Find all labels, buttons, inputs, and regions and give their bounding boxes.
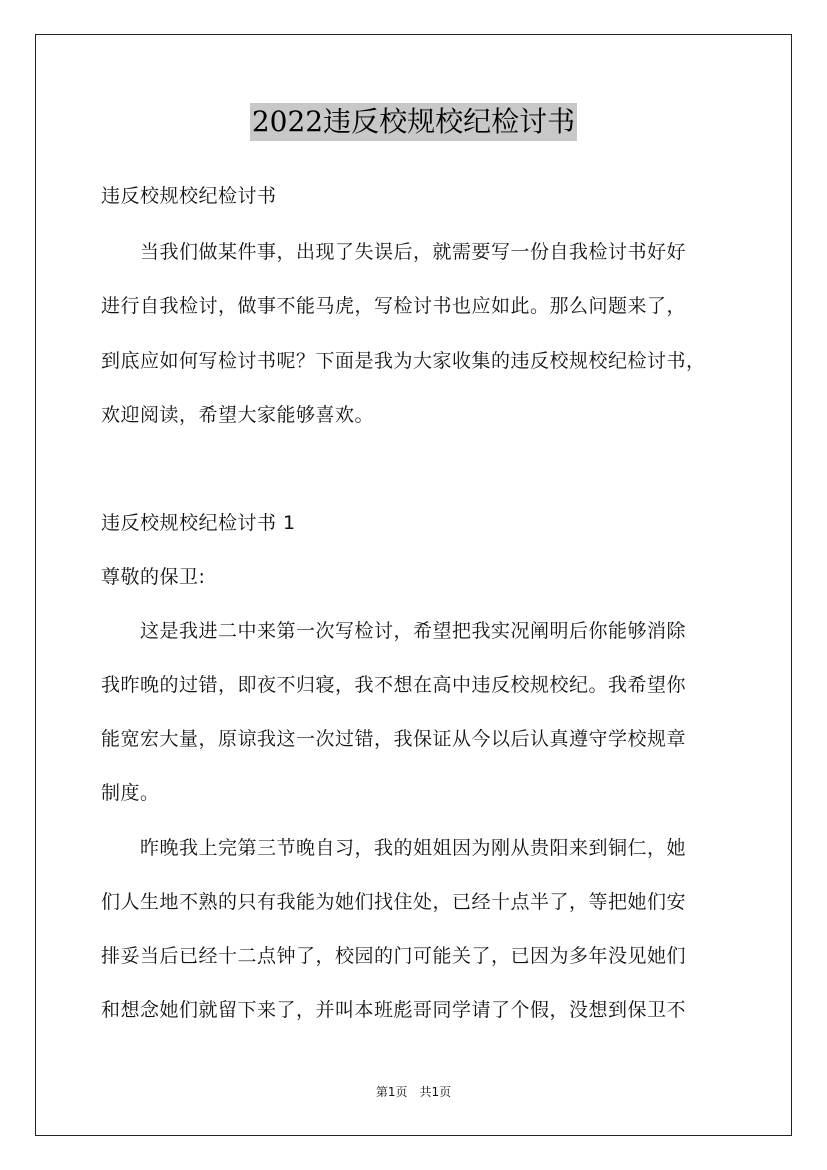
para1-line-2: 我昨晚的过错，即夜不归寝，我不想在高中违反校规校纪。我希望你: [101, 674, 687, 696]
para2-line-1: 昨晚我上完第三节晚自习，我的姐姐因为刚从贵阳来到铜仁，她: [101, 837, 687, 859]
salutation: 尊敬的保卫:: [101, 566, 206, 588]
title-container: [0, 103, 827, 141]
page-footer: 第1页 共1页: [375, 1085, 452, 1099]
para1-line-4: 制度。: [101, 782, 160, 804]
section-heading: 违反校规校纪检讨书 1: [101, 512, 296, 534]
intro-line-4: 欢迎阅读，希望大家能够喜欢。: [101, 404, 375, 426]
subtitle: 违反校规校纪检讨书: [101, 185, 277, 207]
intro-line-2: 进行自我检讨，做事不能马虎，写检讨书也应如此。那么问题来了，: [101, 295, 687, 317]
intro-line-3: 到底应如何写检讨书呢？下面是我为大家收集的违反校规校纪检讨书，: [101, 350, 706, 372]
para1-line-1: 这是我进二中来第一次写检讨，希望把我实况阐明后你能够消除: [101, 620, 687, 642]
intro-line-1: 当我们做某件事，出现了失误后，就需要写一份自我检讨书好好: [101, 241, 687, 263]
document-title: 2022违反校规校纪检讨书: [250, 103, 577, 141]
para2-line-4: 和想念她们就留下来了，并叫本班彪哥同学请了个假，没想到保卫不: [101, 999, 687, 1021]
para2-line-3: 排妥当后已经十二点钟了，校园的门可能关了，已因为多年没见她们: [101, 945, 687, 967]
para1-line-3: 能宽宏大量，原谅我这一次过错，我保证从今以后认真遵守学校规章: [101, 728, 687, 750]
para2-line-2: 们人生地不熟的只有我能为她们找住处，已经十点半了，等把她们安: [101, 891, 687, 913]
